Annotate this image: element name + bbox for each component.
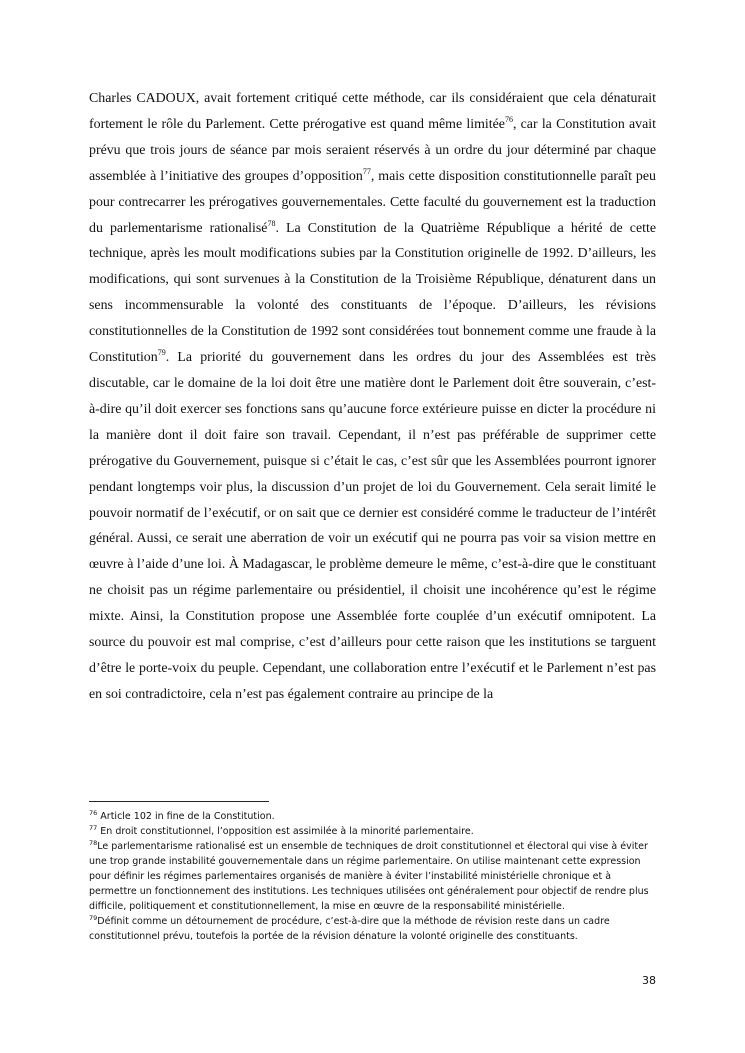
- footnote-text: En droit constitutionnel, l’opposition est assimilée à la minorité parlementaire.: [97, 826, 474, 837]
- footnote-number: 76: [89, 809, 98, 817]
- footnotes: [89, 809, 656, 944]
- footnote-79: [89, 914, 656, 944]
- footnote-text: Définit comme un détournement de procédure, c’est-à-dire que la méthode de révision reste dans un cadre constitutionnel prévu, toutefois la portée de la révision dénature la volonté originelle des constituants.: [89, 916, 610, 942]
- page-number: 38: [642, 974, 656, 987]
- footnote-number: 79: [89, 914, 98, 922]
- footnote-ref-79[interactable]: 79: [157, 348, 166, 358]
- body-text-segment: . La Constitution de la Quatrième République a hérité de cette technique, après les moult modifications subies par la Constitution originelle de 1992. D’ailleurs, les modifications, qui sont survenues à la Constitution de la Troisième République, dénaturent dans un sens incommensurable la volonté des constituants de l’époque. D’ailleurs, les révisions constitutionnelles de la Constitution de 1992 sont considérées tout bonnement comme une fraude à la Constitution: [89, 220, 656, 366]
- body-paragraph: [89, 86, 656, 708]
- body-text-segment: Charles CADOUX, avait fortement critiqué cette méthode, car ils considéraient que cela dénaturait fortement le rôle du Parlement. Cette prérogative est quand même limitée: [89, 91, 656, 132]
- footnote-number: 78: [89, 839, 98, 847]
- body-text-segment: . La priorité du gouvernement dans les ordres du jour des Assemblées est très discutable, car le domaine de la loi doit être une matière dont le Parlement doit être souverain, c’est-à-dire qu’il doit exercer ses fonctions sans qu’aucune force extérieure puisse en dicter la procédure ni la manière dont il doit faire son travail. Cependant, il n’est pas préférable de supprimer cette prérogative du Gouvernement, puisque si c’était le cas, c’est sûr que les Assemblées pourront ignorer pendant longtemps voir plus, la discussion d’un projet de loi du Gouvernement. Cela serait limité le pouvoir normatif de l’exécutif, or on sait que ce dernier est considéré comme le traducteur de l’intérêt général. Aussi, ce serait une aberration de voir un exécutif qui ne pourra pas voir sa vision mettre en œuvre à l’aide d’une loi. À Madagascar, le problème demeure le même, c’est-à-dire que le constituant ne choisit pas un régime parlementaire ou présidentiel, il choisit une incohérence qu’est le régime mixte. Ainsi, la Constitution propose une Assemblée forte couplée d’un exécutif omnipotent. La source du pouvoir est mal comprise, c’est d’ailleurs pour cette raison que les institutions se targuent d’être le porte-voix du peuple. Cependant, une collaboration entre l’exécutif et le Parlement n’est pas en soi contradictoire, cela n’est pas également contraire au principe de la: [89, 350, 656, 702]
- footnote-text: Le parlementarisme rationalisé est un ensemble de techniques de droit constitutionnel et électoral qui vise à éviter une trop grande instabilité gouvernementale dans un régime parlementaire. On utilise maintenant cette expression pour définir les régimes parlementaires organisés de manière à éviter l’instabilité ministérielle chronique et à permettre un fonctionnement des institutions. Les techniques utilisées ont généralement pour objectif de rendre plus difficile, politiquement et constitutionnellement, la mise en œuvre de la responsabilité ministérielle.: [89, 841, 649, 912]
- footnote-ref-76[interactable]: 76: [504, 114, 513, 124]
- footnote-ref-78[interactable]: 78: [267, 218, 276, 228]
- footnote-text: Article 102 in fine de la Constitution.: [97, 811, 275, 822]
- footnote-76: [89, 809, 656, 824]
- footnote-number: 77: [89, 824, 98, 832]
- footnote-77: [89, 824, 656, 839]
- footnote-78: [89, 839, 656, 914]
- footnote-separator: [89, 801, 269, 802]
- footnote-ref-77[interactable]: 77: [362, 166, 371, 176]
- body-text-segment: , car la Constitution avait prévu que trois jours de séance par mois seraient réservés à un ordre du jour déterminé par chaque assemblée à l’initiative des groupes d’opposition: [89, 116, 656, 184]
- body-text-segment: , mais cette disposition constitutionnelle paraît peu pour contrecarrer les prérogatives gouvernementales. Cette faculté du gouvernement est la traduction du parlementarisme rationalisé: [89, 168, 656, 236]
